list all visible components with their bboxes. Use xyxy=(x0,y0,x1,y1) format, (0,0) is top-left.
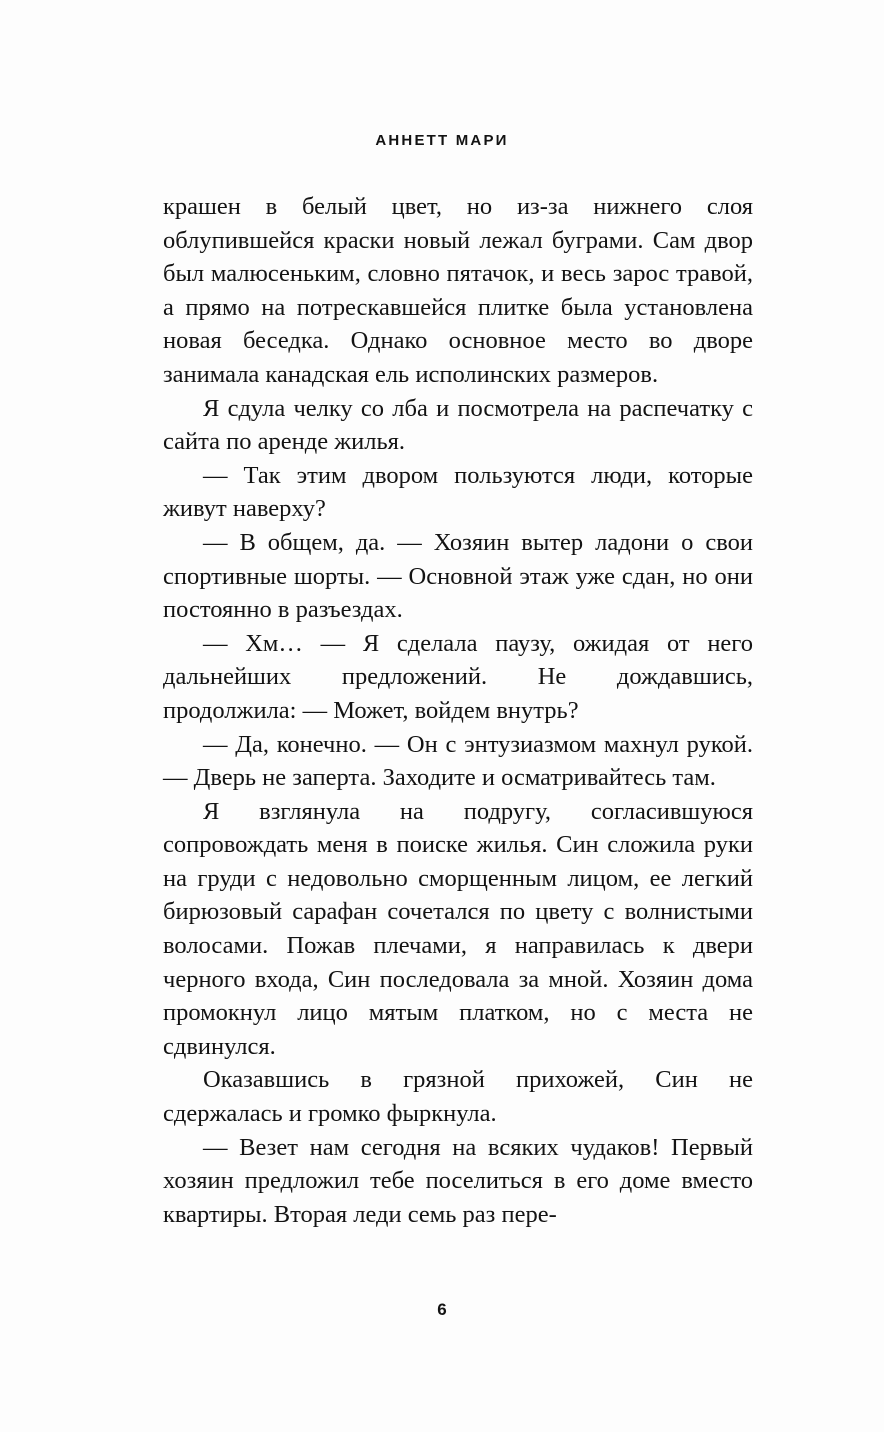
page-number: 6 xyxy=(437,1300,447,1319)
body-text-column xyxy=(163,190,753,1231)
paragraph: Я взглянула на подругу, согласившуюся сопровождать меня в поиске жилья. Син сложила руки на груди с недовольно сморщенным лицом, ее легкий бирюзовый сарафан сочетался по цвету с волнистыми волосами. Пожав плечами, я направилась к двери черного входа, Син последовала за мной. Хозяин дома промокнул лицо мятым платком, но с места не сдвинулся. xyxy=(163,797,753,1060)
paragraph: — Хм… — Я сделала паузу, ожидая от него дальнейших предложений. Не дождавшись, продолжила: — Может, войдем внутрь? xyxy=(163,629,753,724)
paragraph: Я сдула челку со лба и посмотрела на распечатку с сайта по аренде жилья. xyxy=(163,394,753,456)
paragraph: — Так этим двором пользуются люди, которые живут наверху? xyxy=(163,461,753,523)
paragraph: — В общем, да. — Хозяин вытер ладони о свои спортивные шорты. — Основной этаж уже сдан, но они постоянно в разъездах. xyxy=(163,528,753,624)
paragraph: Оказавшись в грязной прихожей, Син не сдержалась и громко фыркнула. xyxy=(163,1066,753,1128)
paragraph: крашен в белый цвет, но из-за нижнего слоя облупившейся краски новый лежал буграми. Сам двор был малюсеньким, словно пятачок, и весь зарос травой, а прямо на потрескавшейся плитке была установлена новая беседка. Однако основное место во дворе занимала канадская ель исполинских размеров. xyxy=(163,193,753,388)
paragraph: — Везет нам сегодня на всяких чудаков! Первый хозяин предложил тебе поселиться в его доме вместо квартиры. Вторая леди семь раз пере- xyxy=(163,1133,753,1228)
running-head-author: АННЕТТ МАРИ xyxy=(375,132,509,149)
paragraph: — Да, конечно. — Он с энтузиазмом махнул рукой. — Дверь не заперта. Заходите и осматривайтесь там. xyxy=(163,730,753,792)
